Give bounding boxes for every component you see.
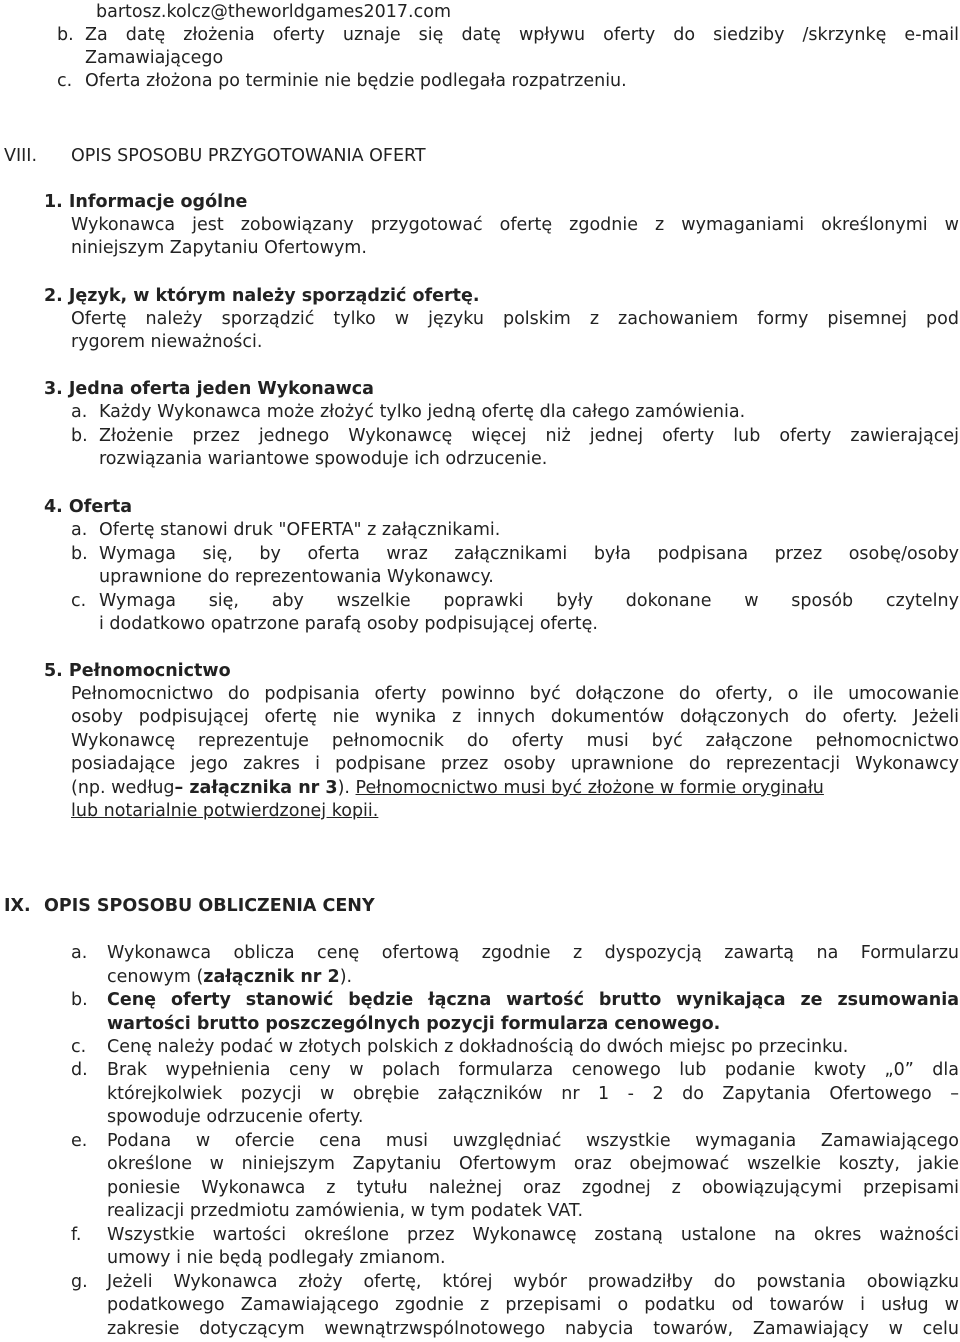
paragraph-line: spowoduje odrzucenie oferty. — [107, 1107, 364, 1127]
paragraph-line: określone w niniejszym Zapytaniu Ofertowym oraz obejmować wszelkie koszty, jakie — [107, 1154, 959, 1174]
paragraph-line: rygorem nieważności. — [71, 332, 263, 352]
list-marker: g. — [71, 1272, 88, 1292]
list-marker: a. — [71, 520, 88, 540]
subsection-heading: 2. Język, w którym należy sporządzić ofertę. — [44, 286, 480, 306]
list-marker: b. — [71, 426, 88, 446]
underlined-line: lub notarialnie potwierdzonej kopii. — [71, 801, 379, 821]
subsection-heading: 1. Informacje ogólne — [44, 192, 248, 212]
paragraph-line-bold: wartości brutto poszczególnych pozycji formularza cenowego. — [107, 1014, 721, 1034]
paragraph-line: Brak wypełnienia ceny w polach formularza cenowego lub podanie kwoty „0” dla — [107, 1060, 959, 1080]
list-marker: e. — [71, 1131, 88, 1151]
paragraph-line: zakresie dotyczącym wewnątrzwspólnotowego nabycia towarów, Zamawiający w celu — [107, 1319, 959, 1339]
paragraph-line: poniesie Wykonawca z tytułu należnej oraz zgodnej z obowiązującymi przepisami — [107, 1178, 959, 1198]
text-fragment: cenowym ( — [107, 967, 204, 987]
text-fragment: ). — [339, 967, 353, 987]
paragraph-line: Wykonawca oblicza cenę ofertową zgodnie z dyspozycją zawartą na Formularzu — [107, 943, 959, 963]
paragraph-line: podatkowego Zamawiającego zgodnie z przepisami o podatku od towarów i usług w — [107, 1295, 959, 1315]
paragraph-line: Cenę należy podać w złotych polskich z dokładnością do dwóch miejsc po przecinku. — [107, 1037, 849, 1057]
section-heading: OPIS SPOSOBU PRZYGOTOWANIA OFERT — [71, 146, 426, 166]
paragraph-line: Wszystkie wartości określone przez Wykonawcę zostaną ustalone na okres ważności — [107, 1225, 959, 1245]
section-number: VIII. — [4, 146, 38, 166]
paragraph-line: niniejszym Zapytaniu Ofertowym. — [71, 238, 367, 258]
text-fragment: (np. według — [71, 778, 175, 798]
list-marker: a. — [71, 402, 88, 422]
paragraph-line-mixed — [107, 966, 352, 988]
paragraph-line: Jeżeli Wykonawca złoży ofertę, której wybór prowadziłby do powstania obowiązku — [107, 1272, 959, 1292]
list-marker: d. — [71, 1060, 88, 1080]
paragraph-line: Wymaga się, aby wszelkie poprawki były dokonane w sposób czytelny — [99, 591, 959, 611]
paragraph-line: Złożenie przez jednego Wykonawcę więcej niż jednej oferty lub oferty zawierającej — [99, 426, 959, 446]
paragraph-line: umowy i nie będą podlegały zmianom. — [107, 1248, 446, 1268]
paragraph-line: i dodatkowo opatrzone parafą osoby podpisującej ofertę. — [99, 614, 598, 634]
text-fragment: ). — [337, 778, 356, 798]
paragraph-line-bold: Cenę oferty stanowić będzie łączna wartość brutto wynikająca ze zsumowania — [107, 990, 959, 1010]
subsection-heading: 5. Pełnomocnictwo — [44, 661, 231, 681]
bold-fragment: załącznik nr 2 — [203, 967, 340, 987]
paragraph-line: Wykonawca jest zobowiązany przygotować ofertę zgodnie z wymaganiami określonymi w — [71, 215, 959, 235]
bold-fragment: – załącznika nr 3 — [174, 778, 338, 798]
list-marker: c. — [71, 1037, 87, 1057]
list-marker: b. — [71, 990, 88, 1010]
paragraph-line: uprawnione do reprezentowania Wykonawcy. — [99, 567, 494, 587]
list-marker: f. — [71, 1225, 82, 1245]
list-marker: c. — [71, 591, 87, 611]
paragraph-line: realizacji przedmiotu zamówienia, w tym podatek VAT. — [107, 1201, 584, 1221]
list-marker: b. — [71, 544, 88, 564]
paragraph-line: Pełnomocnictwo do podpisania oferty powinno być dołączone do oferty, o ile umocowanie — [71, 684, 959, 704]
paragraph-line: rozwiązania wariantowe spowoduje ich odrzucenie. — [99, 449, 548, 469]
section-heading: OPIS SPOSOBU OBLICZENIA CENY — [44, 896, 375, 916]
contact-email: bartosz.kolcz@theworldgames2017.com — [96, 2, 451, 22]
paragraph-line: Ofertę stanowi druk "OFERTA" z załącznikami. — [99, 520, 501, 540]
paragraph-line: osoby podpisującej ofertę nie wynika z innych dokumentów dołączonych do oferty. Jeżeli — [71, 707, 959, 727]
section-number: IX. — [4, 896, 31, 916]
paragraph-line: Ofertę należy sporządzić tylko w języku polskim z zachowaniem formy pisemnej pod — [71, 309, 959, 329]
subsection-heading: 3. Jedna oferta jeden Wykonawca — [44, 379, 374, 399]
list-marker: b. — [57, 25, 74, 45]
paragraph-line: posiadające jego zakres i podpisane przez osoby uprawnione do reprezentacji Wykonawcy — [71, 754, 959, 774]
underlined-fragment: Pełnomocnictwo musi być złożone w formie oryginału — [355, 778, 824, 798]
paragraph-line: Zamawiającego — [85, 48, 224, 68]
paragraph-line: Podana w ofercie cena musi uwzględniać wszystkie wymagania Zamawiającego — [107, 1131, 959, 1151]
paragraph-line: Każdy Wykonawca może złożyć tylko jedną ofertę dla całego zamówienia. — [99, 402, 746, 422]
subsection-heading: 4. Oferta — [44, 497, 133, 517]
paragraph-line: Wymaga się, by oferta wraz załącznikami była podpisana przez osobę/osoby — [99, 544, 959, 564]
paragraph-line: Oferta złożona po terminie nie będzie podlegała rozpatrzeniu. — [85, 71, 627, 91]
list-marker: a. — [71, 943, 88, 963]
paragraph-line: Za datę złożenia oferty uznaje się datę wpływu oferty do siedziby /skrzynkę e-mail — [85, 25, 959, 45]
paragraph-line: Wykonawcę reprezentuje pełnomocnik do oferty musi być załączone pełnomocnictwo — [71, 731, 959, 751]
paragraph-line: którejkolwiek pozycji w obrębie załączników nr 1 - 2 do Zapytania Ofertowego – — [107, 1084, 959, 1104]
paragraph-line-mixed — [71, 777, 824, 799]
list-marker: c. — [57, 71, 73, 91]
